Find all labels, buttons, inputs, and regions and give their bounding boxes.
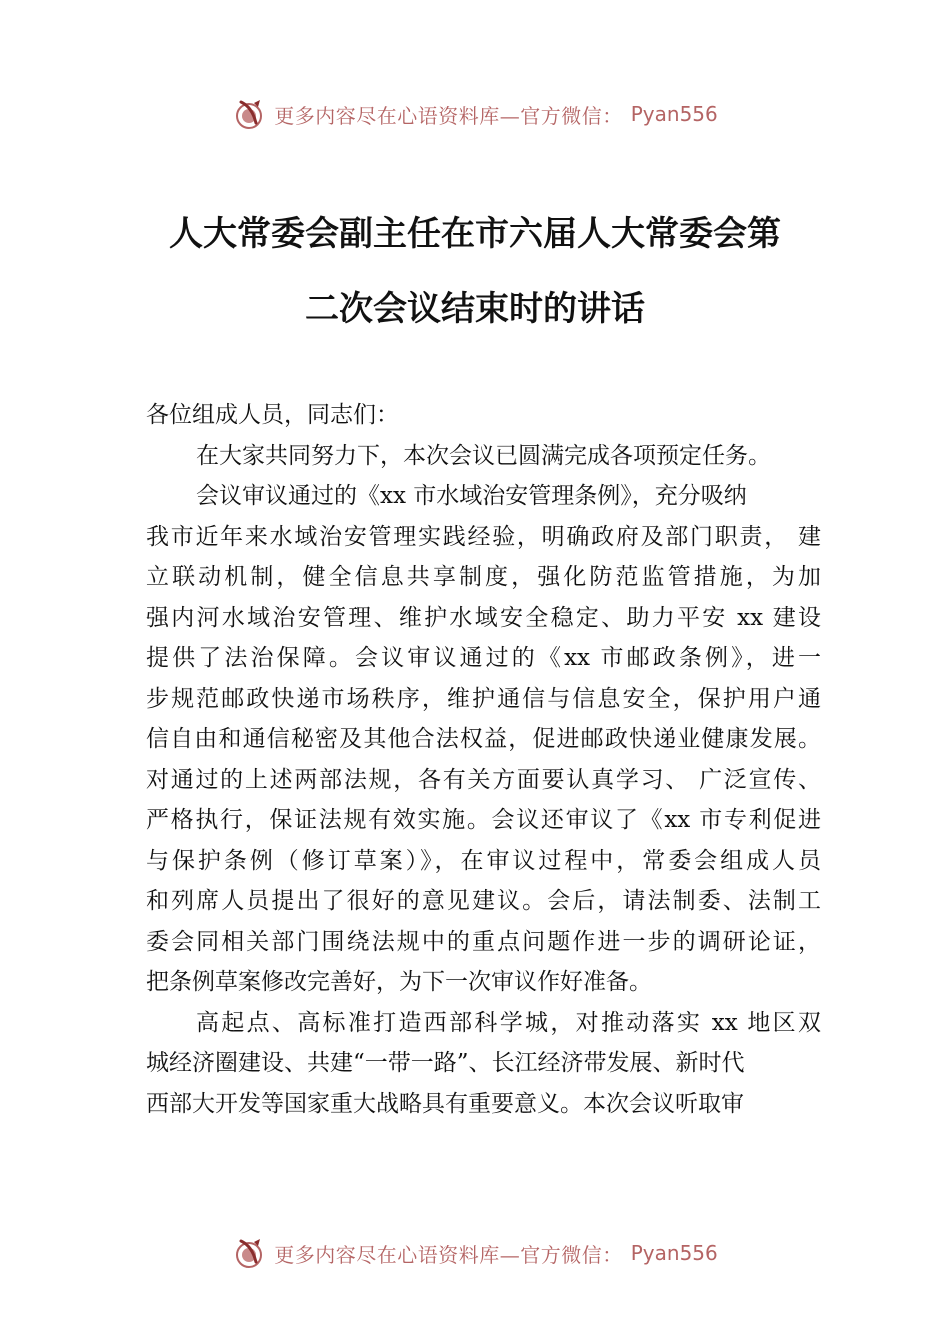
paragraph-line: 城经济圈建设、共建“一带一路”、长江经济带发展、新时代 — [146, 1050, 745, 1076]
paragraph-line: 在大家共同努力下，本次会议已圆满完成各项预定任务。 — [196, 443, 771, 469]
paragraph-line: 高起点、高标准打造西部科学城，对推动落实 xx 地区双 — [196, 1010, 821, 1036]
paragraph-line: 强内河水域治安管理、维护水域安全稳定、助力平安 xx 建设 — [146, 605, 821, 631]
paragraph-line: 立联动机制，健全信息共享制度，强化防范监管措施，为加 — [146, 564, 821, 590]
watermark-header — [0, 94, 950, 134]
paragraph-line: 和列席人员提出了很好的意见建议。会后，请法制委、法制工 — [146, 888, 821, 914]
salutation: 各位组成人员，同志们： — [146, 402, 399, 428]
paragraph-line: 会议审议通过的《xx 市水域治安管理条例》，充分吸纳 — [196, 483, 747, 509]
watermark-wechat-id: Pyan556 — [630, 1241, 718, 1265]
watermark-footer — [0, 1233, 950, 1273]
paragraph-line: 西部大开发等国家重大战略具有重要意义。本次会议听取审 — [146, 1091, 744, 1117]
paragraph-line: 把条例草案修改完善好，为下一次审议作好准备。 — [146, 969, 652, 995]
quill-seal-icon — [232, 97, 266, 131]
paragraph-line: 委会同相关部门围绕法规中的重点问题作进一步的调研论证， — [146, 929, 821, 955]
paragraph-line: 步规范邮政快递市场秩序，维护通信与信息安全，保护用户通 — [146, 686, 821, 712]
document-title-line-1: 人大常委会副主任在市六届人大常委会第 — [169, 214, 781, 254]
watermark-text: 更多内容尽在心语资料库—官方微信： — [274, 103, 623, 128]
paragraph-line: 信自由和通信秘密及其他合法权益，促进邮政快递业健康发展。 — [146, 726, 821, 752]
quill-seal-icon — [232, 1236, 266, 1270]
paragraph-line: 对通过的上述两部法规，各有关方面要认真学习、 广泛宣传、 — [146, 767, 821, 793]
paragraph-line: 提供了法治保障。会议审议通过的《xx 市邮政条例》，进一 — [146, 645, 821, 671]
watermark-text: 更多内容尽在心语资料库—官方微信： — [274, 1242, 623, 1267]
paragraph-line: 与保护条例（修订草案）》，在审议过程中，常委会组成人员 — [146, 848, 821, 874]
document-title-line-2: 二次会议结束时的讲话 — [305, 289, 645, 329]
watermark-wechat-id: Pyan556 — [630, 102, 718, 126]
paragraph-line: 我市近年来水域治安管理实践经验，明确政府及部门职责， 建 — [146, 524, 821, 550]
paragraph-line: 严格执行，保证法规有效实施。会议还审议了《xx 市专利促进 — [146, 807, 821, 833]
